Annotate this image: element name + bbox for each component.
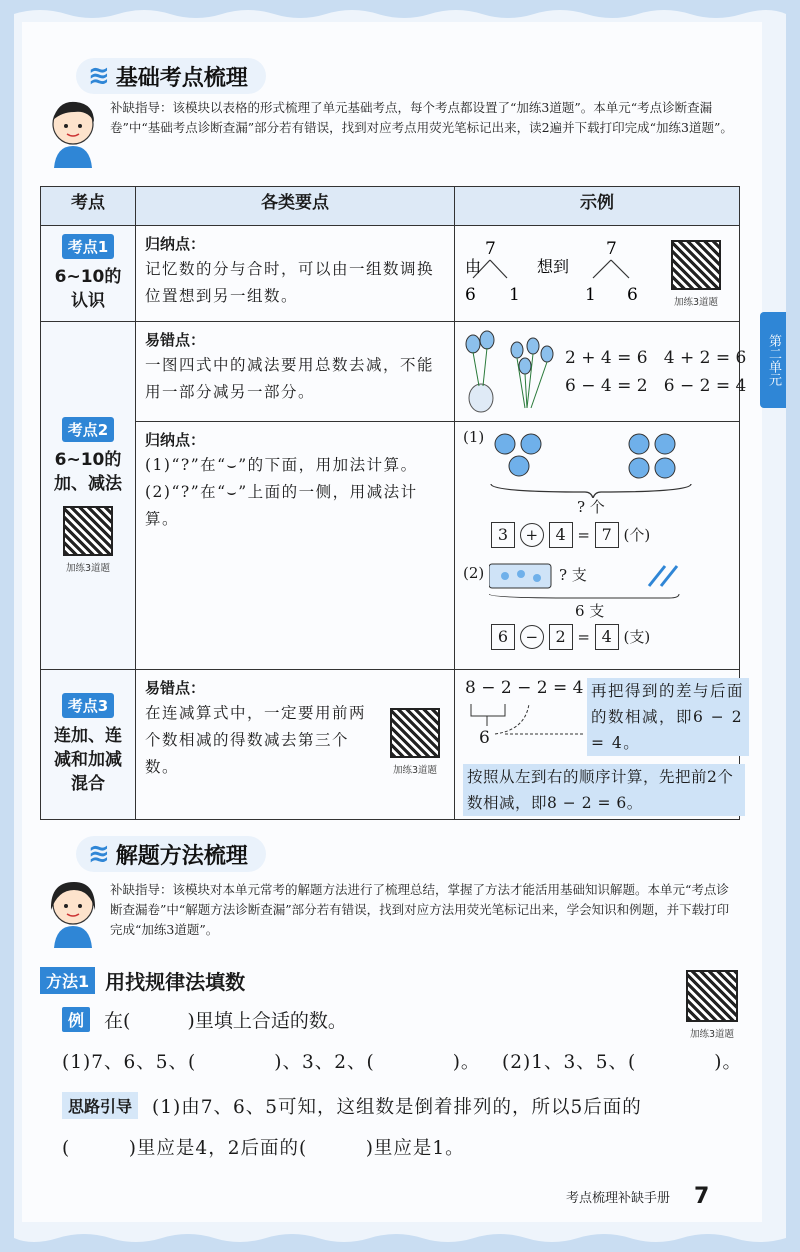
kd1-point-text: 记忆数的分与合时，可以由一组数调换位置想到另一组数。	[145, 260, 435, 305]
ex1-label: (1)	[463, 428, 485, 446]
unit-side-tab[interactable]: 第二单元	[760, 312, 786, 408]
question-1: (1)7、6、5、( )、3、2、( )。	[62, 1052, 481, 1073]
kd2-error-example-cell	[455, 322, 747, 422]
method1-badge: 方法1	[40, 967, 95, 994]
qr-caption: 加练3道题	[392, 765, 438, 776]
table-row	[41, 670, 740, 820]
kd3-name: 连加、连减和加减混合	[54, 726, 122, 794]
col-header: 考点	[41, 187, 136, 226]
operator-circle: −	[520, 625, 544, 649]
equation: 6 − 2 = 4	[663, 376, 747, 396]
flower-vase-illustration	[461, 330, 557, 414]
kd3-formula: 8 − 2 − 2 = 4	[465, 678, 584, 698]
qr-caption: 加练3道题	[65, 563, 111, 574]
method1-qr-block[interactable]	[686, 970, 738, 1040]
answer-box: 3	[491, 522, 515, 548]
question-2: (2)1、3、5、( )。	[502, 1052, 742, 1073]
col-header: 各类要点	[136, 187, 455, 226]
split-right-1: 1	[509, 285, 520, 305]
guide-text-methods: 补缺指导：该模块对本单元常考的解题方法进行了梳理总结，掌握了方法才能活用基础知识解题。本单元“考点诊断查漏卷”中“解题方法诊断查漏”部分若有错误，找到对应方法用荧光笔标记出来，学会知识和例题，并下载打印完成“加练3道题”。	[110, 882, 730, 937]
page-number: 7	[694, 1184, 710, 1209]
kd2-error-head: 易错点：	[145, 331, 206, 349]
ex2-equation	[491, 624, 650, 650]
kd3-badge: 考点3	[62, 693, 114, 718]
boy-avatar	[44, 96, 102, 168]
split-xiangdao: 想到	[537, 257, 570, 276]
pencil-box-illustration	[489, 560, 719, 600]
kd2-point-head: 归纳点：	[145, 431, 206, 449]
kd3-qr-block[interactable]	[390, 708, 440, 776]
kd2-point-2: (2)“?”在“⌣”上面的一侧，用减法计算。	[145, 483, 418, 528]
kd2-error-cell	[136, 322, 455, 422]
split-you: 由	[465, 257, 482, 276]
example-badge: 例	[62, 1007, 90, 1032]
method1-header	[40, 966, 245, 995]
kd2-equations	[565, 344, 755, 400]
kd2-point-1: (1)“?”在“⌣”的下面，用加法计算。	[145, 456, 418, 474]
split-left-2: 1	[585, 285, 596, 305]
kd1-label-cell	[41, 226, 136, 322]
qr-caption: 加练3道题	[673, 297, 719, 308]
kd3-error-head: 易错点：	[145, 679, 206, 697]
kd3-label-cell	[41, 670, 136, 820]
footer-book-title: 考点梳理补缺手册	[566, 1191, 671, 1206]
answer-box: 4	[595, 624, 619, 650]
equals-sign: =	[577, 628, 590, 646]
ex2-total: 6 支	[575, 602, 605, 620]
ex2-question: ? 支	[559, 566, 587, 584]
kd1-badge: 考点1	[62, 234, 114, 259]
kd3-note-2: 按照从左到右的顺序计算，先把前2个数相减，即8 − 2 = 6。	[463, 764, 745, 816]
equals-sign: =	[577, 526, 590, 544]
kd2-name: 6~10的加、减法	[54, 450, 122, 494]
split-left-1: 6	[465, 285, 476, 305]
unit-label: (个)	[623, 526, 651, 544]
qr-code-icon[interactable]	[390, 708, 440, 758]
answer-box: 4	[549, 522, 573, 548]
kd3-example-cell	[455, 670, 745, 820]
kd3-error-text: 在连减算式中，一定要用前两个数相减的得数减去第三个数。	[145, 704, 367, 776]
kd3-six: 6	[479, 728, 490, 748]
knowledge-table	[40, 186, 747, 820]
kd1-qr-block[interactable]	[671, 240, 721, 308]
number-split-diagram	[463, 234, 663, 314]
kd1-name: 6~10的认识	[54, 267, 122, 311]
kd2-error-text: 一图四式中的减法要用总数去减，不能用一部分减另一部分。	[145, 356, 435, 401]
equation: 4 + 2 = 6	[663, 348, 747, 368]
kd3-error-cell	[136, 670, 455, 820]
ex1-equation	[491, 522, 650, 548]
kd1-example-cell	[455, 226, 740, 322]
kd2-badge: 考点2	[62, 417, 114, 442]
answer-box: 2	[549, 624, 573, 650]
qr-caption: 加练3道题	[689, 1029, 735, 1040]
equation: 6 − 4 = 2	[565, 376, 648, 396]
qr-code-icon[interactable]	[63, 506, 113, 556]
answer-box: 6	[491, 624, 515, 650]
qr-code-icon[interactable]	[686, 970, 738, 1022]
split-right-2: 6	[627, 285, 638, 305]
kd2-points-cell	[136, 422, 455, 670]
unit-label: (支)	[623, 628, 651, 646]
kd2-qr-block[interactable]	[42, 506, 134, 574]
example-text: 在( )里填上合适的数。	[104, 1010, 347, 1032]
ex2-label: (2)	[463, 564, 485, 582]
kd1-points-cell	[136, 226, 455, 322]
split-top-1: 7	[485, 239, 496, 259]
equation: 2 + 4 = 6	[565, 348, 648, 368]
table-row	[41, 226, 740, 322]
table-row	[41, 322, 740, 422]
wave-icon: ≋	[88, 61, 108, 91]
thought-text-1: (1)由7、6、5可知，这组数是倒着排列的，所以5后面的	[152, 1096, 642, 1118]
thought-badge: 思路引导	[62, 1092, 138, 1119]
col-header: 示例	[455, 187, 740, 226]
table-row	[41, 422, 740, 670]
wave-icon: ≋	[88, 839, 108, 869]
split-top-2: 7	[606, 239, 617, 259]
kd3-note-1: 再把得到的差与后面的数相减，即6 − 2 = 4。	[587, 678, 749, 756]
ex1-question: ? 个	[577, 498, 605, 516]
guide-text-basic: 补缺指导：该模块以表格的形式梳理了单元基础考点，每个考点都设置了“加练3道题”。本单元“考点诊断查漏卷”中“基础考点诊断查漏”部分若有错误，找到对应考点用荧光笔标记出来，读2遍并下载打印完成“加练3道题”。	[110, 100, 733, 135]
section-title: 解题方法梳理	[115, 843, 248, 869]
section-header-basic	[76, 58, 266, 94]
table-header-row	[41, 187, 740, 226]
thought-text-2: ( )里应是4，2后面的( )里应是1。	[62, 1138, 465, 1159]
kd1-point-head: 归纳点：	[145, 235, 206, 253]
girl-avatar	[44, 876, 102, 948]
example-line	[62, 1006, 347, 1033]
method1-title: 用找规律法填数	[105, 970, 246, 994]
operator-circle: +	[520, 523, 544, 547]
section-header-methods	[76, 836, 266, 872]
thought-line-1	[62, 1092, 642, 1119]
apples-illustration	[485, 428, 745, 498]
answer-box: 7	[595, 522, 619, 548]
section-title: 基础考点梳理	[115, 65, 248, 91]
kd2-label-cell	[41, 322, 136, 670]
kd2-summary-example-cell	[455, 422, 740, 670]
page-footer	[566, 1184, 709, 1209]
qr-code-icon[interactable]	[671, 240, 721, 290]
